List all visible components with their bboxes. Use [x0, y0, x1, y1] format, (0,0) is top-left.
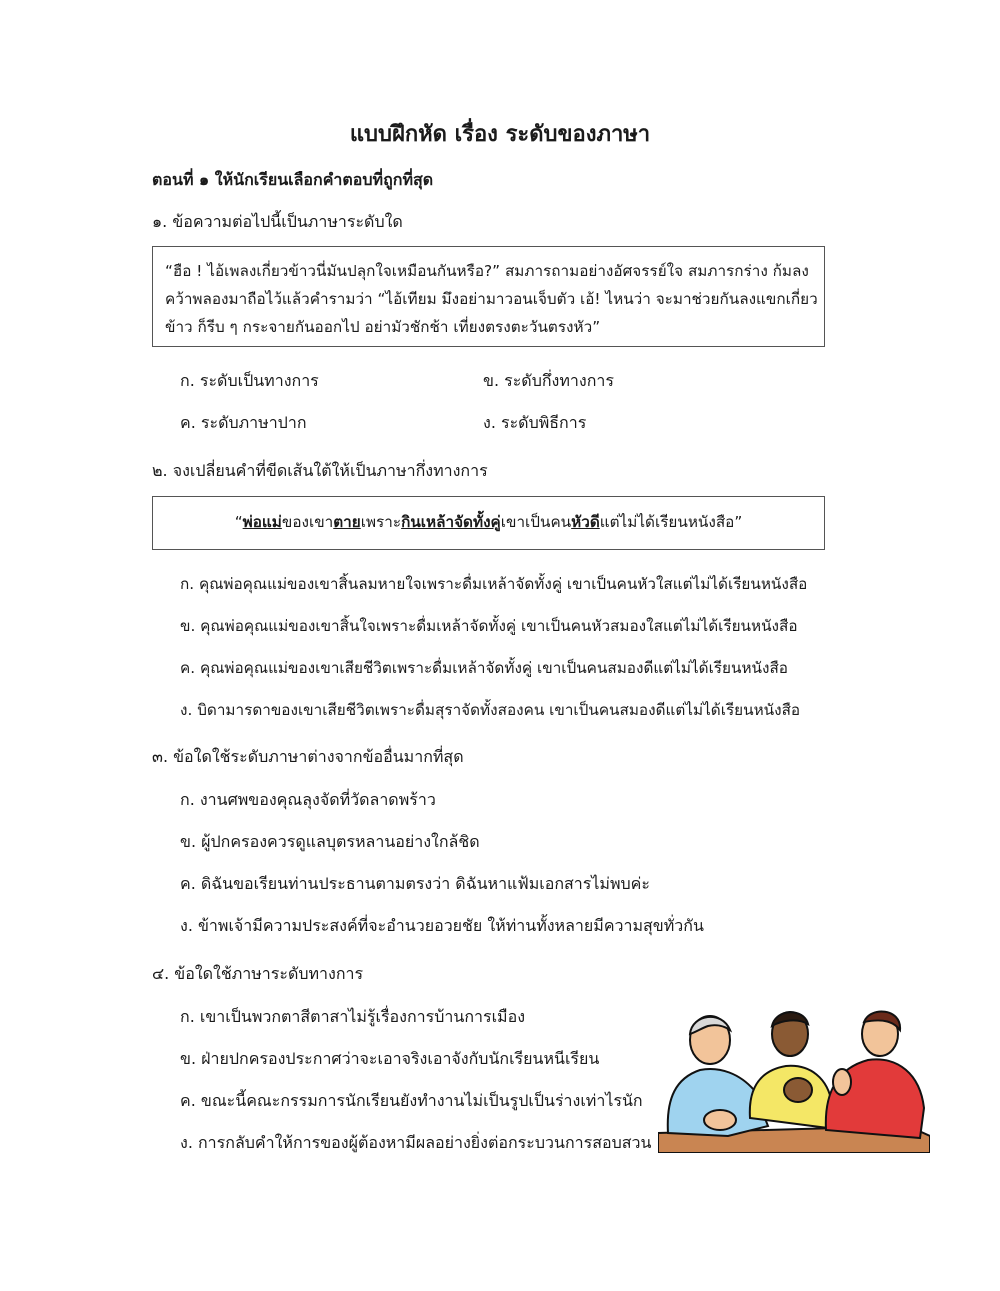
question-4: ๔. ข้อใดใช้ภาษาระดับทางการ — [152, 964, 364, 983]
section-instruction: ตอนที่ ๑ ให้นักเรียนเลือกคำตอบที่ถูกที่สุด — [152, 170, 434, 189]
sentence-text: แต่ไม่ได้เรียนหนังสือ” — [599, 513, 743, 531]
q3-option-a[interactable]: ก. งานศพของคุณลุงจัดที่วัดลาดพร้าว — [180, 790, 436, 809]
sentence-box — [152, 496, 825, 550]
q4-option-a[interactable]: ก. เขาเป็นพวกตาสีตาสาไม่รู้เรื่องการบ้านการเมือง — [180, 1007, 526, 1026]
q4-option-d[interactable]: ง. การกลับคำให้การของผู้ต้องหามีผลอย่างยิ่งต่อกระบวนการสอบสวน — [180, 1133, 652, 1152]
q1-option-d[interactable]: ง. ระดับพิธีการ — [483, 413, 587, 432]
underlined-word: ตาย — [333, 513, 361, 531]
q2-option-c[interactable]: ค. คุณพ่อคุณแม่ของเขาเสียชีวิตเพราะดื่มเหล้าจัดทั้งคู่ เขาเป็นคนสมองดีแต่ไม่ได้เรียนหนังสือ — [180, 659, 788, 677]
question-3: ๓. ข้อใดใช้ระดับภาษาต่างจากข้ออื่นมากที่สุด — [152, 747, 464, 766]
sentence-text: เขาเป็นคน — [500, 513, 572, 531]
discussion-clipart — [658, 1008, 930, 1153]
q2-option-a[interactable]: ก. คุณพ่อคุณแม่ของเขาสิ้นลมหายใจเพราะดื่มเหล้าจัดทั้งคู่ เขาเป็นคนหัวใสแต่ไม่ได้เรียนหนังสือ — [180, 575, 808, 593]
q4-option-c[interactable]: ค. ขณะนี้คณะกรรมการนักเรียนยังทำงานไม่เป็นรูปเป็นร่างเท่าไรนัก — [180, 1091, 643, 1110]
sentence-text: ของเขา — [281, 513, 334, 531]
q4-option-b[interactable]: ข. ฝ่ายปกครองประกาศว่าจะเอาจริงเอาจังกับนักเรียนหนีเรียน — [180, 1049, 600, 1068]
passage-line: ข้าว ก็รีบ ๆ กระจายกันออกไป อย่ามัวชักช้า เที่ยงตรงตะวันตรงหัว” — [165, 318, 601, 336]
underlined-word: พ่อแม่ — [242, 513, 282, 531]
q3-option-c[interactable]: ค. ดิฉันขอเรียนท่านประธานตามตรงว่า ดิฉันหาแฟ้มเอกสารไม่พบค่ะ — [180, 874, 650, 893]
question-1: ๑. ข้อความต่อไปนี้เป็นภาษาระดับใด — [152, 212, 403, 231]
q2-option-d[interactable]: ง. บิดามารดาของเขาเสียชีวิตเพราะดื่มสุราจัดทั้งสองคน เขาเป็นคนสมองดีแต่ไม่ได้เรียนหนังสือ — [180, 701, 801, 719]
q3-option-d[interactable]: ง. ข้าพเจ้ามีความประสงค์ที่จะอำนวยอวยชัย ให้ท่านทั้งหลายมีความสุขทั่วกัน — [180, 916, 704, 935]
worksheet-title: แบบฝึกหัด เรื่อง ระดับของภาษา — [349, 122, 651, 147]
underlined-word: กินเหล้าจัดทั้งคู่ — [401, 513, 501, 531]
underlined-word: หัวดี — [571, 513, 600, 531]
q1-option-c[interactable]: ค. ระดับภาษาปาก — [180, 413, 307, 432]
quote-open: “ — [234, 513, 243, 531]
passage-box — [152, 246, 825, 347]
sentence-text: เพราะ — [360, 513, 402, 531]
passage-line: “ฮือ ! ไอ้เพลงเกี่ยวข้าวนี่มันปลุกใจเหมือนกันหรือ?” สมภารถามอย่างอัศจรรย์ใจ สมภารกร่าง ก้มลง — [165, 262, 809, 280]
question-2: ๒. จงเปลี่ยนคำที่ขีดเส้นใต้ให้เป็นภาษากึ่งทางการ — [152, 461, 488, 480]
passage-line: คว้าพลองมาถือไว้แล้วคำรามว่า “ไอ้เทียม มึงอย่ามาวอนเจ็บตัว เอ้! ไหนว่า จะมาช่วยกันลงแขกเกี่ยว — [165, 290, 818, 308]
q2-option-b[interactable]: ข. คุณพ่อคุณแม่ของเขาสิ้นใจเพราะดื่มเหล้าจัดทั้งคู่ เขาเป็นคนหัวสมองใสแต่ไม่ได้เรียนหนังสือ — [180, 617, 798, 635]
q1-option-a[interactable]: ก. ระดับเป็นทางการ — [180, 371, 319, 390]
q1-option-b[interactable]: ข. ระดับกึ่งทางการ — [483, 371, 614, 390]
q3-option-b[interactable]: ข. ผู้ปกครองควรดูแลบุตรหลานอย่างใกล้ชิด — [180, 832, 480, 851]
